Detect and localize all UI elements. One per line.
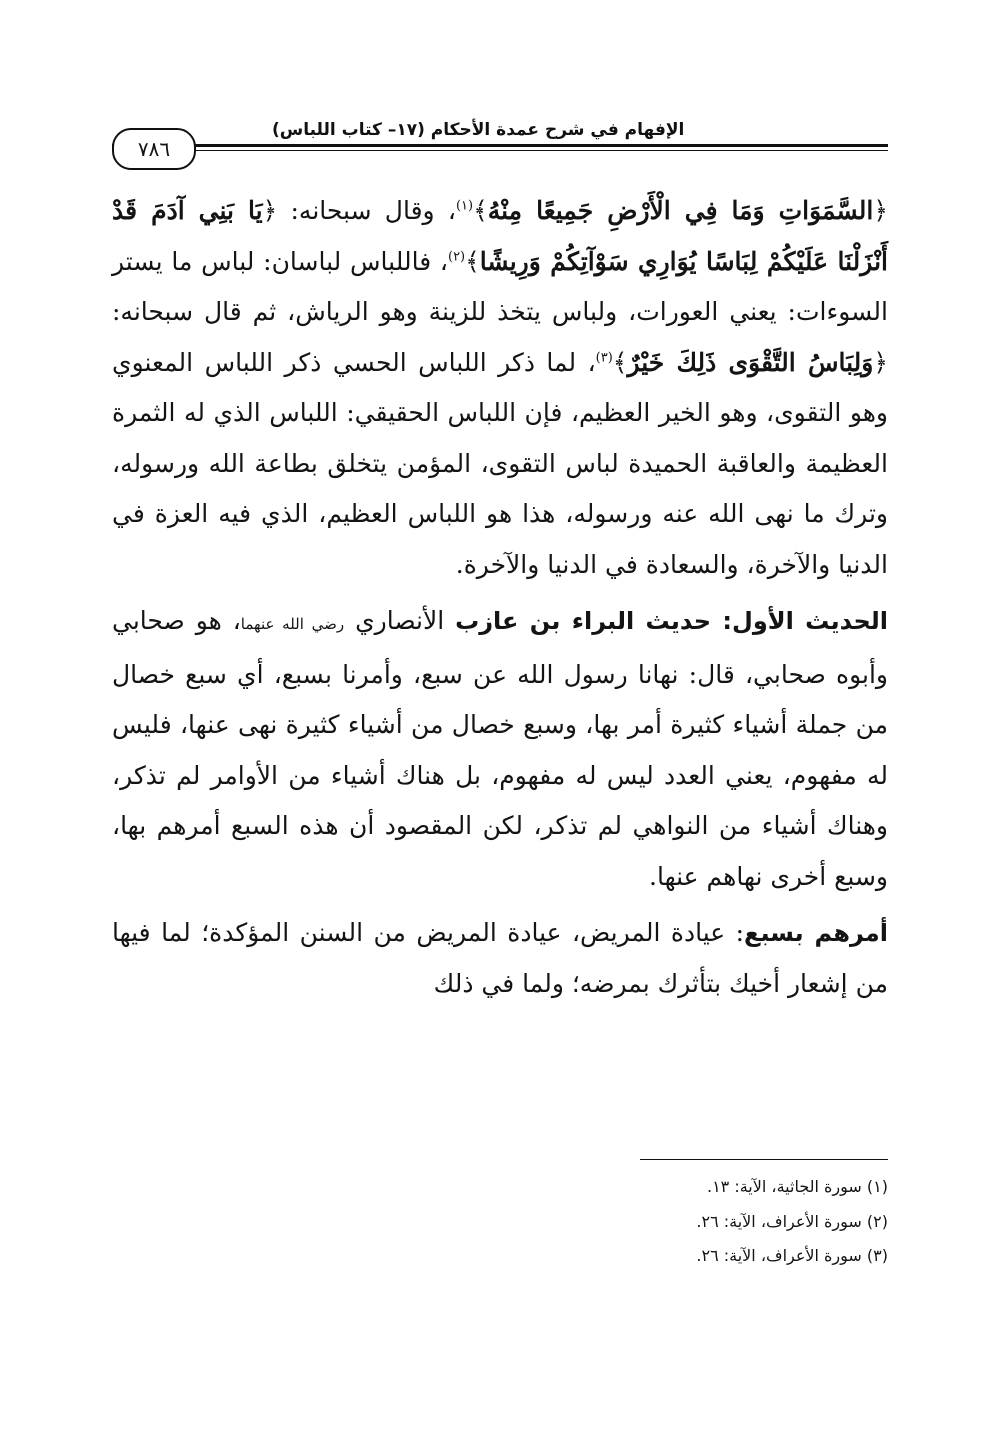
hadith-heading: الحديث الأول: حديث البراء بن عازب [455,607,889,635]
quran-verse-2: يَا بَنِي آدَمَ قَدْ أَنْزَلْنَا عَلَيْكُمْ لِبَاسًا يُوَارِي سَوْآتِكُمْ وَرِيشًا [112,196,888,276]
quran-bracket-close: ﴾ [473,196,488,225]
quran-verse-1: السَّمَوَاتِ وَمَا فِي الْأَرْضِ جَمِيعًا مِنْهُ [487,196,874,225]
footnotes [112,1170,888,1274]
quran-bracket-open: ﴿ [262,196,278,225]
quran-bracket-close: ﴾ [465,246,480,276]
paragraph-text: الأنصاري [344,606,456,635]
footnote-separator [640,1159,888,1160]
footnote-ref-3: (٣) [595,350,613,366]
footnote-3: (٣) سورة الأعراف، الآية: ٢٦. [696,1246,888,1265]
paragraph-text: : عيادة المريض، عيادة المريض من السنن المؤكدة؛ لما فيها من إشعار أخيك بتأثرك بمرضه؛ ولما في ذلك [112,918,888,998]
paragraph-text: ، فاللباس لباسان: لباس ما يستر السوءات: يعني العورات، ولباس يتخذ للزينة وهو الرياش، ثم قال سبحانه: [112,246,888,326]
quran-bracket-close: ﴾ [612,347,628,377]
paragraph-1 [112,186,888,590]
body-text [112,186,888,1015]
section-heading: أمرهم بسبع [744,919,888,947]
header-rule-thick [112,144,888,147]
quran-bracket-open: ﴿ [873,196,889,225]
paragraph-3 [112,908,888,1009]
paragraph-text: ، لما ذكر اللباس الحسي ذكر اللباس المعنوي وهو التقوى، وهو الخير العظيم، فإن اللباس الحقيقي: اللباس الذي له الثمرة العظيمة والعاقبة الحميدة لباس التقوى، المؤمن يتخلق بطاعة الله ورسوله، وترك ما نهى الله عنه ورسوله، هذا هو اللباس العظيم، الذي فيه العزة في الدنيا والآخرة، والسعادة في الدنيا والآخرة. [112,347,888,579]
honorific-formula: رضي الله عنهما [240,615,345,633]
footnote-2: (٢) سورة الأعراف، الآية: ٢٦. [696,1211,888,1231]
running-header-title: الإفهام في شرح عمدة الأحكام (١٧– كتاب اللباس) [272,120,685,140]
quran-verse-3: وَلِبَاسُ التَّقْوَى ذَلِكَ خَيْرٌ [627,347,874,377]
paragraph-2 [112,596,888,902]
quran-bracket-open: ﴿ [873,347,888,377]
paragraph-text: ، وقال سبحانه: [277,196,456,225]
page-number: ٧٨٦ [112,128,196,170]
page-header [112,108,888,183]
footnote-1: (١) سورة الجاثية، الآية: ١٣. [706,1177,888,1196]
header-rule-thin [182,150,888,151]
footnote-ref-2: (٢) [447,249,466,265]
paragraph-text: ، هو صحابي وأبوه صحابي، قال: نهانا رسول الله عن سبع، وأمرنا بسبع، أي سبع خصال من جملة أشياء كثيرة أمر بها، وسبع خصال من أشياء كثيرة نهى عنها، فليس له مفهوم، يعني العدد ليس له مفهوم، بل هناك أشياء من الأوامر لم تذكر، وهناك أشياء من النواهي لم تذكر، لكن المقصود أن هذه السبع أمرهم بها، وسبع أخرى نهاهم عنها. [112,606,888,891]
footnote-ref-1: (١) [455,198,474,214]
